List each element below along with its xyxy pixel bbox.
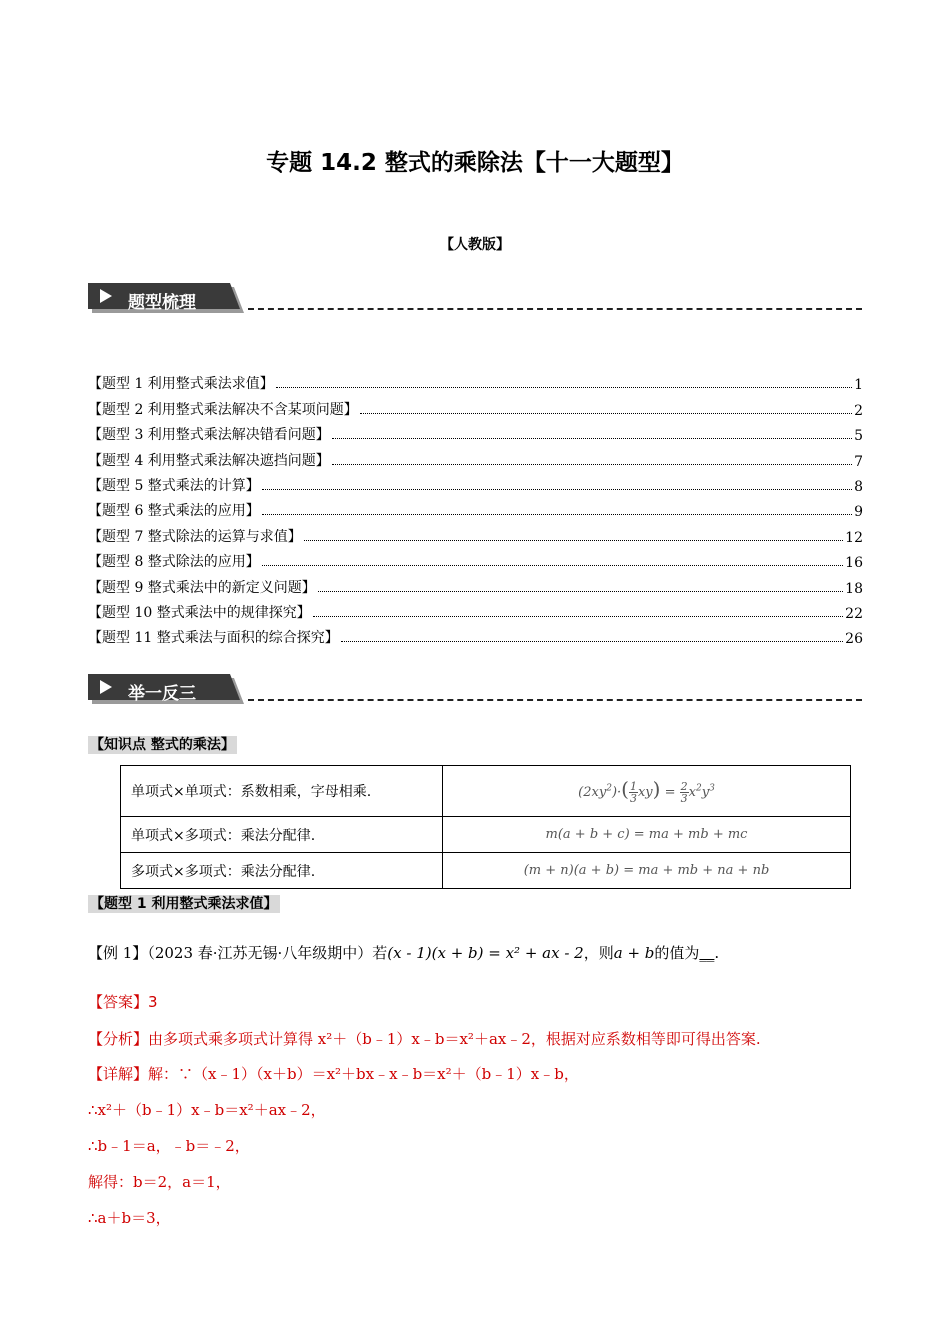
toc-page: 12 (845, 529, 863, 546)
answer-line (88, 991, 158, 1012)
toc-label: 【题型 5 整式乘法的计算】 (88, 477, 260, 494)
example-period: . (714, 944, 720, 962)
toc-entry[interactable] (88, 546, 863, 571)
toc-leader (341, 640, 843, 642)
type1-heading: 【题型 1 利用整式乘法求值】 (90, 896, 278, 912)
toc-entry[interactable] (88, 597, 863, 622)
detail-text: 解：∵（x﹣1）（x＋b）＝x²＋bx﹣x﹣b＝x²＋（b﹣1）x﹣b， (148, 1065, 579, 1083)
toc-label: 【题型 10 整式乘法中的规律探究】 (88, 604, 311, 621)
detail-line-1 (88, 1063, 579, 1084)
section-title-practice: 举一反三 (128, 684, 196, 704)
example-1 (88, 942, 719, 963)
toc-label: 【题型 9 整式乘法中的新定义问题】 (88, 579, 316, 596)
formula-part: (2xy (578, 785, 607, 801)
toc-label: 【题型 3 利用整式乘法解决错看问题】 (88, 427, 330, 444)
rule-description: 单项式×多项式：乘法分配律. (121, 817, 443, 853)
toc-entry[interactable] (88, 495, 863, 520)
toc-page: 26 (845, 631, 863, 648)
table-row (121, 853, 851, 889)
fraction: $\frac{1}{3}$ (629, 779, 637, 806)
formula-part: )· (611, 785, 622, 801)
toc-label: 【题型 2 利用整式乘法解决不含某项问题】 (88, 401, 358, 418)
toc-entry[interactable] (88, 393, 863, 418)
toc-leader (304, 539, 843, 541)
section-title-outline: 题型梳理 (128, 293, 196, 313)
table-row (121, 766, 851, 817)
toc-leader (332, 463, 852, 465)
toc-entry[interactable] (88, 520, 863, 545)
toc-leader (262, 488, 852, 490)
rule-formula: (m + n)(a + b) = ma + mb + na + nb (443, 853, 851, 889)
toc-leader (262, 513, 852, 515)
rule-description: 单项式×单项式：系数相乘，字母相乘. (121, 766, 443, 817)
answer-label: 【答案】 (88, 993, 149, 1011)
document-title: 专题 14.2 整式的乘除法【十一大题型】 (266, 150, 684, 176)
toc-page: 7 (854, 453, 863, 470)
toc-label: 【题型 8 整式除法的应用】 (88, 554, 260, 571)
example-target: a + b (613, 944, 655, 962)
toc-entry[interactable] (88, 444, 863, 469)
toc-label: 【题型 6 整式乘法的应用】 (88, 503, 260, 520)
toc-page: 22 (845, 605, 863, 622)
toc-page: 8 (854, 478, 863, 495)
toc-label: 【题型 7 整式除法的运算与求值】 (88, 528, 302, 545)
toc-leader (262, 564, 843, 566)
toc-label: 【题型 4 利用整式乘法解决遮挡问题】 (88, 452, 330, 469)
knowledge-table (120, 765, 851, 889)
section-banner-outline (88, 283, 863, 317)
toc-entry[interactable] (88, 622, 863, 647)
toc-leader (318, 590, 843, 592)
toc-label: 【题型 11 整式乘法与面积的综合探究】 (88, 630, 339, 647)
toc-page: 9 (854, 504, 863, 521)
toc-page: 16 (845, 555, 863, 572)
formula-part: xy (637, 785, 653, 801)
rule-formula: $(2xy^2)\cdot$( $\frac{1}{3}$ xy) = $\frac{2}{3}$ $x^2y^3$ (443, 766, 851, 817)
dashed-divider (248, 308, 862, 310)
analysis-line (88, 1028, 761, 1049)
example-expression: (x - 1)(x + b) = x² + ax - 2 (387, 944, 584, 962)
knowledge-heading-wrap (88, 734, 237, 754)
detail-label: 【详解】 (88, 1065, 149, 1083)
fraction: $\frac{2}{3}$ (680, 779, 688, 806)
toc-label: 【题型 1 利用整式乘法求值】 (88, 376, 274, 393)
detail-line-5: ∴a＋b＝3， (88, 1209, 171, 1227)
toc-page: 1 (854, 377, 863, 394)
toc-entry[interactable] (88, 571, 863, 596)
answer-value: 3 (148, 993, 158, 1011)
detail-line-2: ∴x²＋（b﹣1）x﹣b＝x²＋ax﹣2， (88, 1101, 326, 1119)
example-label: 【例 1】 (88, 944, 148, 962)
example-source: （2023 春·江苏无锡·八年级期中）若 (147, 944, 388, 962)
toc-leader (276, 386, 852, 388)
section-banner-practice (88, 674, 863, 708)
formula-part: x (688, 785, 696, 801)
rule-description: 多项式×多项式：乘法分配律. (121, 853, 443, 889)
dashed-divider (248, 699, 862, 701)
toc-page: 5 (854, 428, 863, 445)
toc-leader (360, 412, 852, 414)
example-mid: ，则 (583, 944, 614, 962)
table-of-contents (88, 368, 863, 647)
detail-line-4: 解得：b＝2，a＝1， (88, 1173, 231, 1191)
toc-entry[interactable] (88, 470, 863, 495)
answer-blank: __ (699, 944, 715, 962)
analysis-label: 【分析】 (88, 1030, 149, 1048)
rule-formula: m(a + b + c) = ma + mb + mc (443, 817, 851, 853)
toc-entry[interactable] (88, 368, 863, 393)
example-end: 的值为 (654, 944, 700, 962)
table-row (121, 817, 851, 853)
formula-part: y (701, 785, 710, 801)
toc-leader (313, 615, 843, 617)
toc-page: 18 (845, 580, 863, 597)
toc-leader (332, 437, 852, 439)
toc-page: 2 (854, 402, 863, 419)
edition-label: 【人教版】 (440, 237, 510, 253)
formula-part: = (660, 785, 680, 801)
detail-line-3: ∴b﹣1＝a，﹣b＝﹣2， (88, 1137, 250, 1155)
knowledge-heading: 【知识点 整式的乘法】 (90, 737, 235, 753)
toc-entry[interactable] (88, 419, 863, 444)
analysis-text: 由多项式乘多项式计算得 x²＋（b﹣1）x﹣b＝x²＋ax﹣2，根据对应系数相等即可得出答案. (148, 1030, 761, 1048)
type1-heading-wrap (88, 893, 280, 913)
